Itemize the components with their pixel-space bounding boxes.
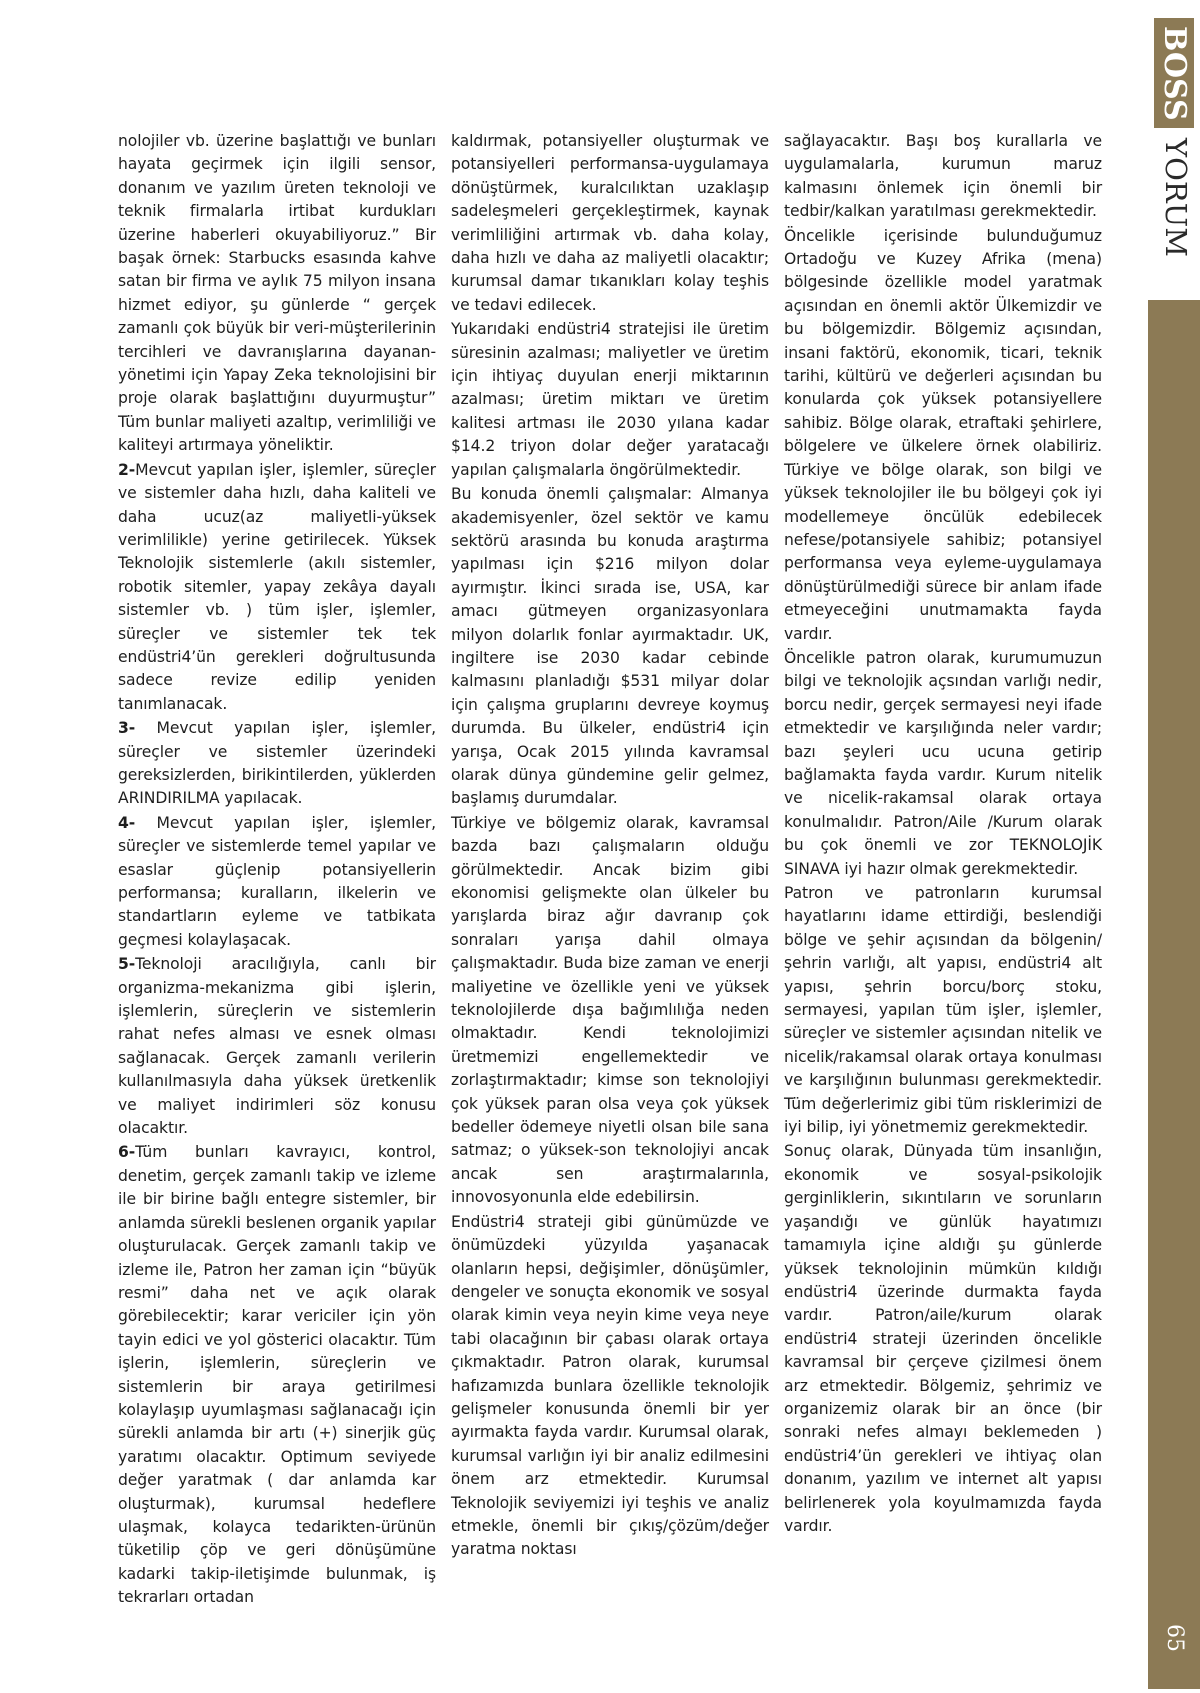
paragraph-number: 6- — [118, 1143, 136, 1162]
paragraph — [784, 647, 1102, 881]
paragraph-text: kaldırmak, potansiyeller oluşturmak ve potansiyelleri performansa-uygulamaya dönüştürmek, kuralcılıktan uzaklaşıp sadeleşmeleri gerçekleştirmek, kaynak verimliliğini artırmak vb. daha kolay, daha hızlı ve daha az maliyetli olacaktır; kurumsal damar tıkanıkları kolay teşhis ve tedavi edilecek. — [451, 132, 769, 314]
paragraph — [784, 882, 1102, 1139]
section-name: YORUM — [1159, 138, 1193, 257]
page-number: 65 — [1162, 1624, 1187, 1652]
text-column-2 — [451, 130, 769, 1563]
paragraph — [451, 812, 769, 1210]
page-number-box — [1148, 1600, 1200, 1689]
paragraph — [784, 1140, 1102, 1538]
paragraph — [118, 953, 436, 1140]
paragraph-number: 4- — [118, 813, 136, 832]
paragraph-text: Öncelikle içerisinde bulunduğumuz Ortadoğu ve Kuzey Afrika (mena) bölgesinde özellikle model yaratmak açısından en önemli aktör Ülkemizdir ve bu bölgemizdir. Bölgemiz açısından, insani faktörü, ekonomik, ticari, teknik tarihi, kültürü ve değerleri açısından bu konularda çok yüksek potansiyellere sahibiz. Bölge olarak, etraftaki şehirlere, bölgelere ve ülkelere örnek olabiliriz. Türkiye ve bölge olarak, son bilgi ve yüksek teknolojiler ile bu bölgeyi çok iyi modellemeye öncülük edebilecek nefese/potansiyele sahibiz; potansiyel performansa veya eyleme-uygulamaya dönüştürülmediği sürece bir anlam ifade etmeyeceğini unutmamakta fayda vardır. — [784, 226, 1102, 643]
paragraph — [451, 483, 769, 811]
paragraph-text: Mevcut yapılan işler, işlemler, süreçler ve sistemler üzerindeki gereksizlerden, birikintilerden, yüklerden ARINDIRILMA yapılacak. — [118, 719, 436, 808]
brand-name: BOSS — [1157, 26, 1192, 121]
paragraph — [784, 130, 1102, 224]
paragraph-number: 2- — [118, 460, 136, 479]
paragraph-text: Sonuç olarak, Dünyada tüm insanlığın, ekonomik ve sosyal-psikolojik gerginliklerin, sıkıntıların ve sorunların yaşandığı ve günlük hayatımızı tamamıyla içine aldığı şu günlerde yüksek teknolojinin mümkün kıldığı endüstri4 üzerinde durmakta fayda vardır. Patron/aile/kurum olarak endüstri4 strateji üzerinden öncelikle kavramsal bir çerçeve çizilmesi önem arz etmektedir. Bölgemiz, şehrimiz ve organizemiz olarak bir an önce (bir sonraki nefes almayı beklemeden ) endüstri4’ün gerekleri ve ihtiyaç olan donanım, yazılım ve internet alt yapısı belirlenerek yola koyulmamızda fayda vardır. — [784, 1142, 1102, 1535]
paragraph — [118, 717, 436, 811]
paragraph-text: Mevcut yapılan işler, işlemler, süreçler ve sistemler daha hızlı, daha kaliteli ve daha ucuz(az maliyetli-yüksek verimlilikle) yerine getirilecek. Yüksek Teknolojik sistemlerle (akılı sistemler, robotik sitemler, yapay zekâya dayalı sistemler vb. ) tüm işler, işlemler, süreçler ve sistemler tek tek endüstri4’ün gerekleri doğrultusunda sadece revize edilip yeniden tanımlanacak. — [118, 460, 436, 713]
paragraph-text: Bu konuda önemli çalışmalar: Almanya akademisyenler, özel sektör ve kamu sektörü arasında bu konuda araştırma yapılması için $216 milyon dolar ayırmıştır. İkinci sırada ise, USA, kar amacı gütmeyen organizasyonlara milyon dolarlık fonlar ayırmaktadır. UK, ingiltere ise 2030 kadar cebinde kalmasını planladığı $531 milyar dolar için çalışma gruplarını devreye koymuş durumda. Bu ülkeler, endüstri4 için yarışa, Ocak 2015 yılında kavramsal olarak dünya gündemine gelir gelmez, başlamış durumdalar. — [451, 485, 769, 808]
paragraph — [451, 318, 769, 482]
paragraph — [118, 130, 436, 458]
paragraph-text: sağlayacaktır. Başı boş kurallarla ve uygulamalarla, kurumun maruz kalmasını önlemek için önemli bir tedbir/kalkan yaratılması gerekmektedir. — [784, 132, 1102, 221]
paragraph — [451, 1211, 769, 1562]
paragraph — [118, 459, 436, 716]
magazine-brand — [1154, 18, 1194, 288]
paragraph-text: Teknoloji aracılığıyla, canlı bir organizma-mekanizma gibi işlerin, işlemlerin, süreçlerin ve sistemlerin rahat nefes alması ve esnek olması sağlanacak. Gerçek zamanlı verilerin kullanılmasıyla daha yüksek üretkenlik ve maliyet indirimleri söz konusu olacaktır. — [118, 955, 436, 1138]
paragraph — [451, 130, 769, 317]
paragraph-text: Endüstri4 strateji gibi günümüzde ve önümüzdeki yüzyılda yaşanacak olanların hepsi, değişimler, dönüşümler, dengeler ve sonuçta ekonomik ve sosyal olarak kimin veya neyin kime veya neye tabi olacağının bir çabası olarak ortaya çıkmaktadır. Patron olarak, kurumsal hafızamızda bunlara özellikle teknolojik gelişmeler konusunda önemli bir yer ayırmakta fayda vardır. Kurumsal olarak, kurumsal varlığın iyi bir analiz edilmesini önem arz etmektedir. Kurumsal Teknolojik seviyemizi iyi teşhis ve analiz etmekle, önemli bir çıkış/çözüm/değer yaratma noktası — [451, 1212, 769, 1559]
paragraph-text: Öncelikle patron olarak, kurumumuzun bilgi ve teknolojik açsından varlığı nedir, borcu nedir, gerçek sermayesi neyi ifade etmektedir ve karşılığında neler vardır; bazı şeyleri ucu ucuna getirip bağlamakta fayda vardır. Kurum nitelik ve nicelik-rakamsal olarak ortaya konulmalıdır. Patron/Aile /Kurum olarak bu çok önemli ve zor TEKNOLOJİK SINAVA iyi hazır olmak gerekmektedir. — [784, 648, 1102, 878]
paragraph — [784, 225, 1102, 646]
paragraph-text: Türkiye ve bölgemiz olarak, kavramsal bazda bazı çalışmaların olduğu görülmektedir. Ancak bizim gibi ekonomisi gelişmekte olan ülkeler bu yarışlarda biraz ağır davranıp çok sonraları yarışa dahil olmaya çalışmaktadır. Buda bize zaman ve enerji maliyetine ve özellikle yeni ve yüksek teknolojilerde dışa bağımlılığa neden olmaktadır. Kendi teknolojimizi üretmemizi engellemektedir ve zorlaştırmaktadır; kimse son teknolojiyi çok yüksek paran olsa veya çok yüksek bedeller ödemeye niyetli olsan bile sana satmaz; o yüksek-son teknolojiyi ancak ancak sen araştırmalarınla, innovosyonunla elde edebilirsin. — [451, 813, 769, 1207]
text-column-3 — [784, 130, 1102, 1539]
paragraph-text: Tüm bunları kavrayıcı, kontrol, denetim, gerçek zamanlı takip ve izleme ile bir birine bağlı entegre sistemler, bir anlamda sürekli beslenen organik yapılar oluşturulacak. Gerçek zamanlı takip ve izleme ile, Patron her zaman için “büyük resmi” daha net ve açık olarak görebilecektir; karar vericiler için yön tayin edici ve yol gösterici olacaktır. Tüm işlerin, işlemlerin, süreçlerin ve sistemlerin bir araya getirilmesi kolaylaşıp uyumlaşması sağlanacağı için sürekli anlamda bir artı (+) sinerjik güç yaratımı olacaktır. Optimum seviyede değer yaratmak ( dar anlamda kar oluşturmak), kurumsal hedeflere ulaşmak, kolayca tedarikten-ürünün tüketilip çöp ve geri dönüşümüne kadarki takip-iletişimde bulunmak, iş tekrarları ortadan — [118, 1143, 436, 1607]
paragraph-text: Patron ve patronların kurumsal hayatlarını idame ettirdiği, beslendiği bölge ve şehir açısından da bölgenin/şehrin varlığı, alt yapısı, endüstri4 alt yapısı, şehrin borcu/borç stoku, sermayesi, yapılan tüm işler, işlemler, süreçler ve sistemler açısından nitelik ve nicelik/rakamsal olarak ortaya konulması ve karşılığının bulunması gerekmektedir. Tüm değerlerimiz gibi tüm risklerimizi de iyi bilip, iyi yönetmemiz gerekmektedir. — [784, 884, 1102, 1137]
text-column-1 — [118, 130, 436, 1611]
paragraph — [118, 812, 436, 952]
paragraph-number: 3- — [118, 719, 136, 738]
paragraph-text: Yukarıdaki endüstri4 stratejisi ile üretim süresinin azalması; maliyetler ve üretim için ihtiyaç duyulan enerji miktarının azalması; üretim miktarı ve üretim kalitesi artması ile 2030 yılana kadar $14.2 triyon dolar değer yaratacağı yapılan çalışmalarla öngörülmektedir. — [451, 320, 769, 479]
paragraph — [118, 1141, 436, 1609]
paragraph-text: Mevcut yapılan işler, işlemler, süreçler ve sistemlerde temel yapılar ve esaslar güçlenip potansiyellerin performansa; kuralların, ilkelerin ve standartların eyleme ve tatbikata geçmesi kolaylaşacak. — [118, 813, 436, 949]
side-rule — [1148, 300, 1200, 302]
paragraph-text: nolojiler vb. üzerine başlattığı ve bunları hayata geçirmek için ilgili sensor, donanım ve yazılım üreten teknoloji ve teknik firmalarla irtibat kurdukları üzerine haberleri okuyabiliyoruz.” Bir başak örnek: Starbucks esasında kahve satan bir firma ve aylık 75 milyon insana hizmet ediyor, şu günlerde “ gerçek zamanlı çok büyük bir veri-müşterilerinin tercihleri ve davranışlarına dayanan-yönetimi için Yapay Zeka teknolojisini bir proje olarak başlattığını duyurmuştur” Tüm bunlar maliyeti azaltıp, verimliliği ve kaliteyi artırmaya yöneliktir. — [118, 132, 436, 455]
paragraph-number: 5- — [118, 955, 136, 974]
